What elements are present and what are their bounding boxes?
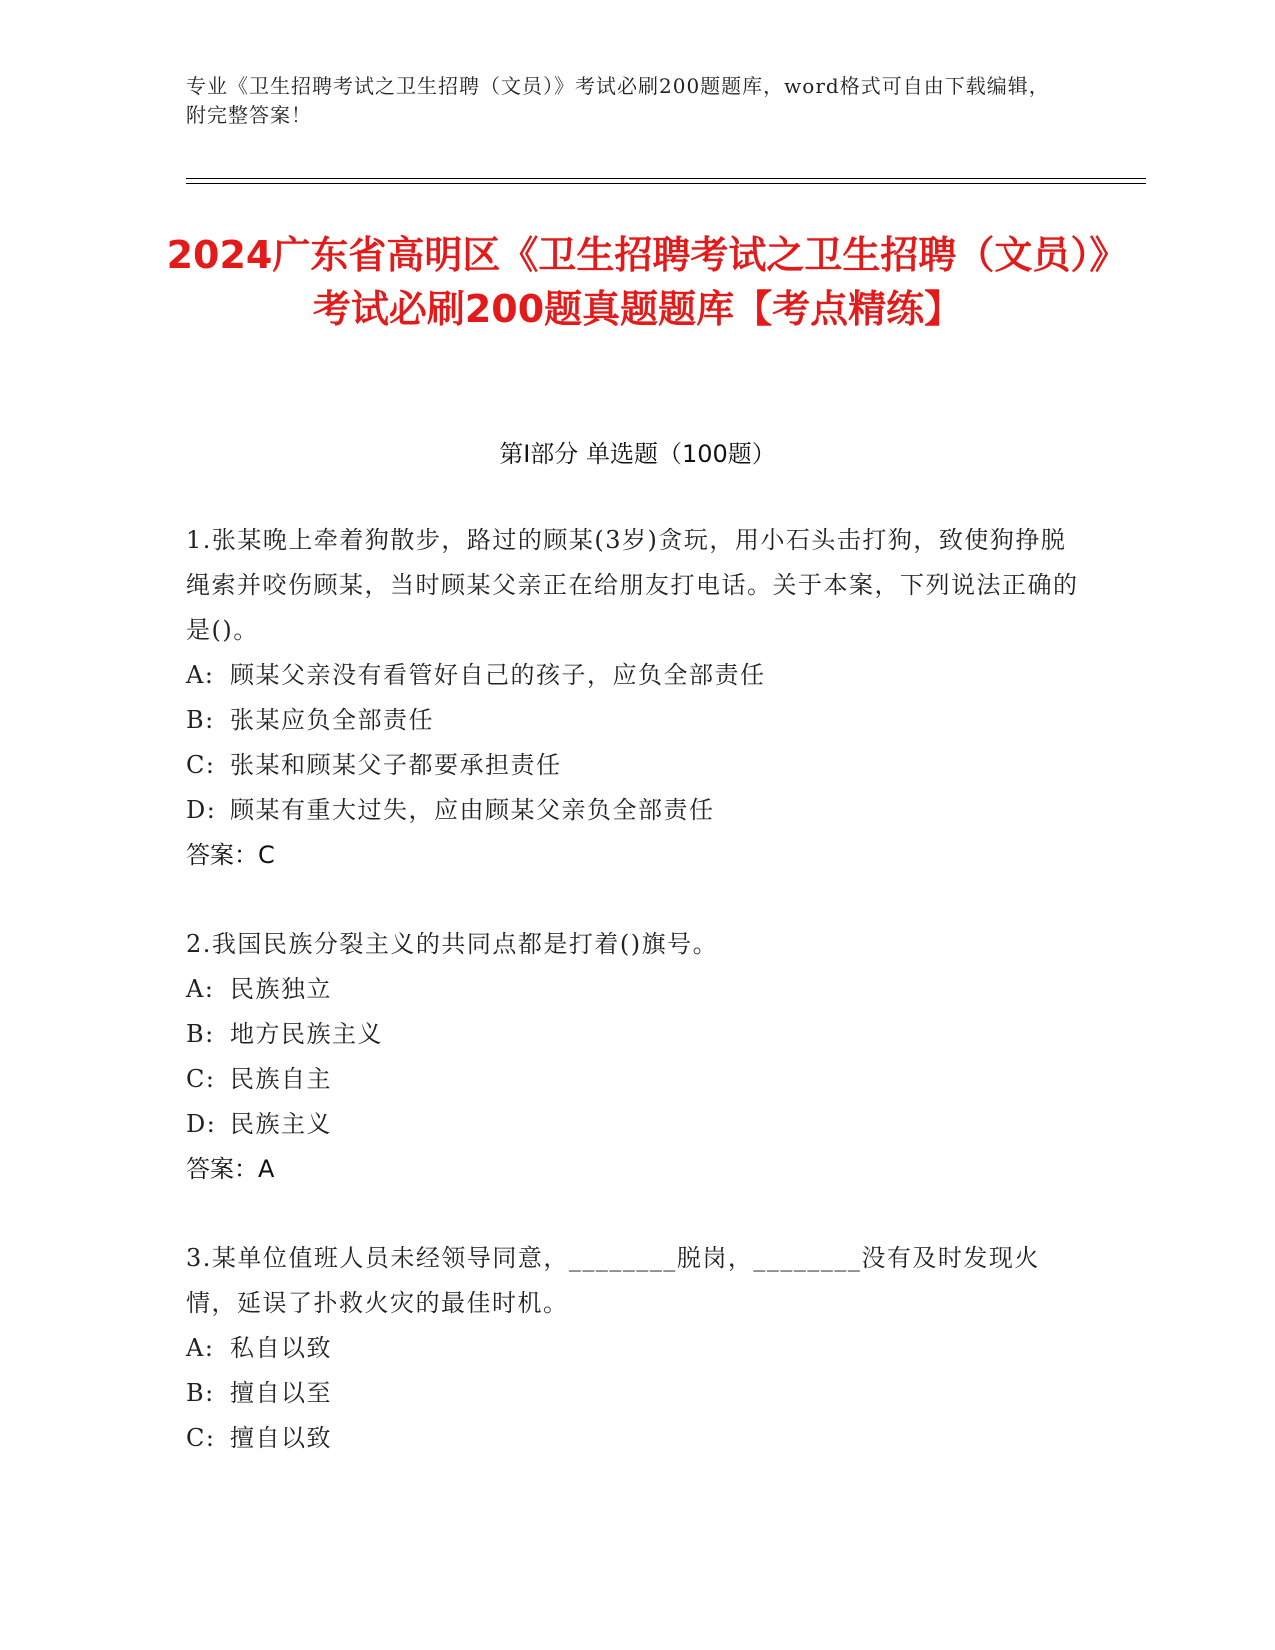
question-stem: 2.我国民族分裂主义的共同点都是打着()旗号。 [186,930,719,958]
option-letter: B: [186,1379,215,1407]
option-text: 私自以致 [230,1334,332,1362]
option-text: 民族自主 [230,1065,332,1093]
option-c [186,1057,1086,1102]
question-list [186,518,1086,1505]
option-a [186,653,1086,698]
answer-line: 答案：A [186,1155,275,1183]
option-text: 顾某有重大过失，应由顾某父亲负全部责任 [230,796,715,824]
option-text: 民族主义 [230,1110,332,1138]
option-letter: A: [186,975,215,1003]
option-text: 擅自以至 [230,1379,332,1407]
option-letter: A: [186,1334,215,1362]
option-text: 擅自以致 [230,1424,332,1452]
option-text: 张某和顾某父子都要承担责任 [230,751,562,779]
option-a [186,1326,1086,1371]
option-d [186,1102,1086,1147]
option-b [186,1012,1086,1057]
header-divider [186,178,1146,179]
option-letter: C: [186,1065,216,1093]
answer-line: 答案：C [186,841,275,869]
option-b [186,1371,1086,1416]
question-stem: 1.张某晚上牵着狗散步，路过的顾某(3岁)贪玩，用小石头击打狗，致使狗挣脱绳索并咬伤顾某，当时顾某父亲正在给朋友打电话。关于本案，下列说法正确的是()。 [186,526,1079,644]
option-text: 顾某父亲没有看管好自己的孩子，应负全部责任 [230,661,766,689]
document-title: 2024广东省高明区《卫生招聘考试之卫生招聘（文员）》考试必刷200题真题题库【考点精练】 [166,233,1109,331]
question-item [186,518,1086,878]
option-text: 张某应负全部责任 [230,706,434,734]
option-c [186,1416,1086,1461]
question-item [186,1236,1086,1461]
option-a [186,967,1086,1012]
header-note: 专业《卫生招聘考试之卫生招聘（文员）》考试必刷200题题库，word格式可自由下载编辑，附完整答案！ [186,74,1050,127]
option-text: 地方民族主义 [230,1020,383,1048]
option-letter: A: [186,661,215,689]
option-letter: C: [186,751,216,779]
option-letter: C: [186,1424,216,1452]
header-divider [186,183,1146,184]
section-heading: 第I部分 单选题（100题） [499,440,776,468]
option-letter: B: [186,706,215,734]
option-letter: B: [186,1020,215,1048]
option-d [186,788,1086,833]
option-b [186,698,1086,743]
option-letter: D: [186,796,217,824]
option-letter: D: [186,1110,217,1138]
question-stem: 3.某单位值班人员未经领导同意，________脱岗，________没有及时发现火情，延误了扑救火灾的最佳时机。 [186,1244,1040,1317]
option-text: 民族独立 [230,975,332,1003]
question-item [186,922,1086,1192]
option-c [186,743,1086,788]
